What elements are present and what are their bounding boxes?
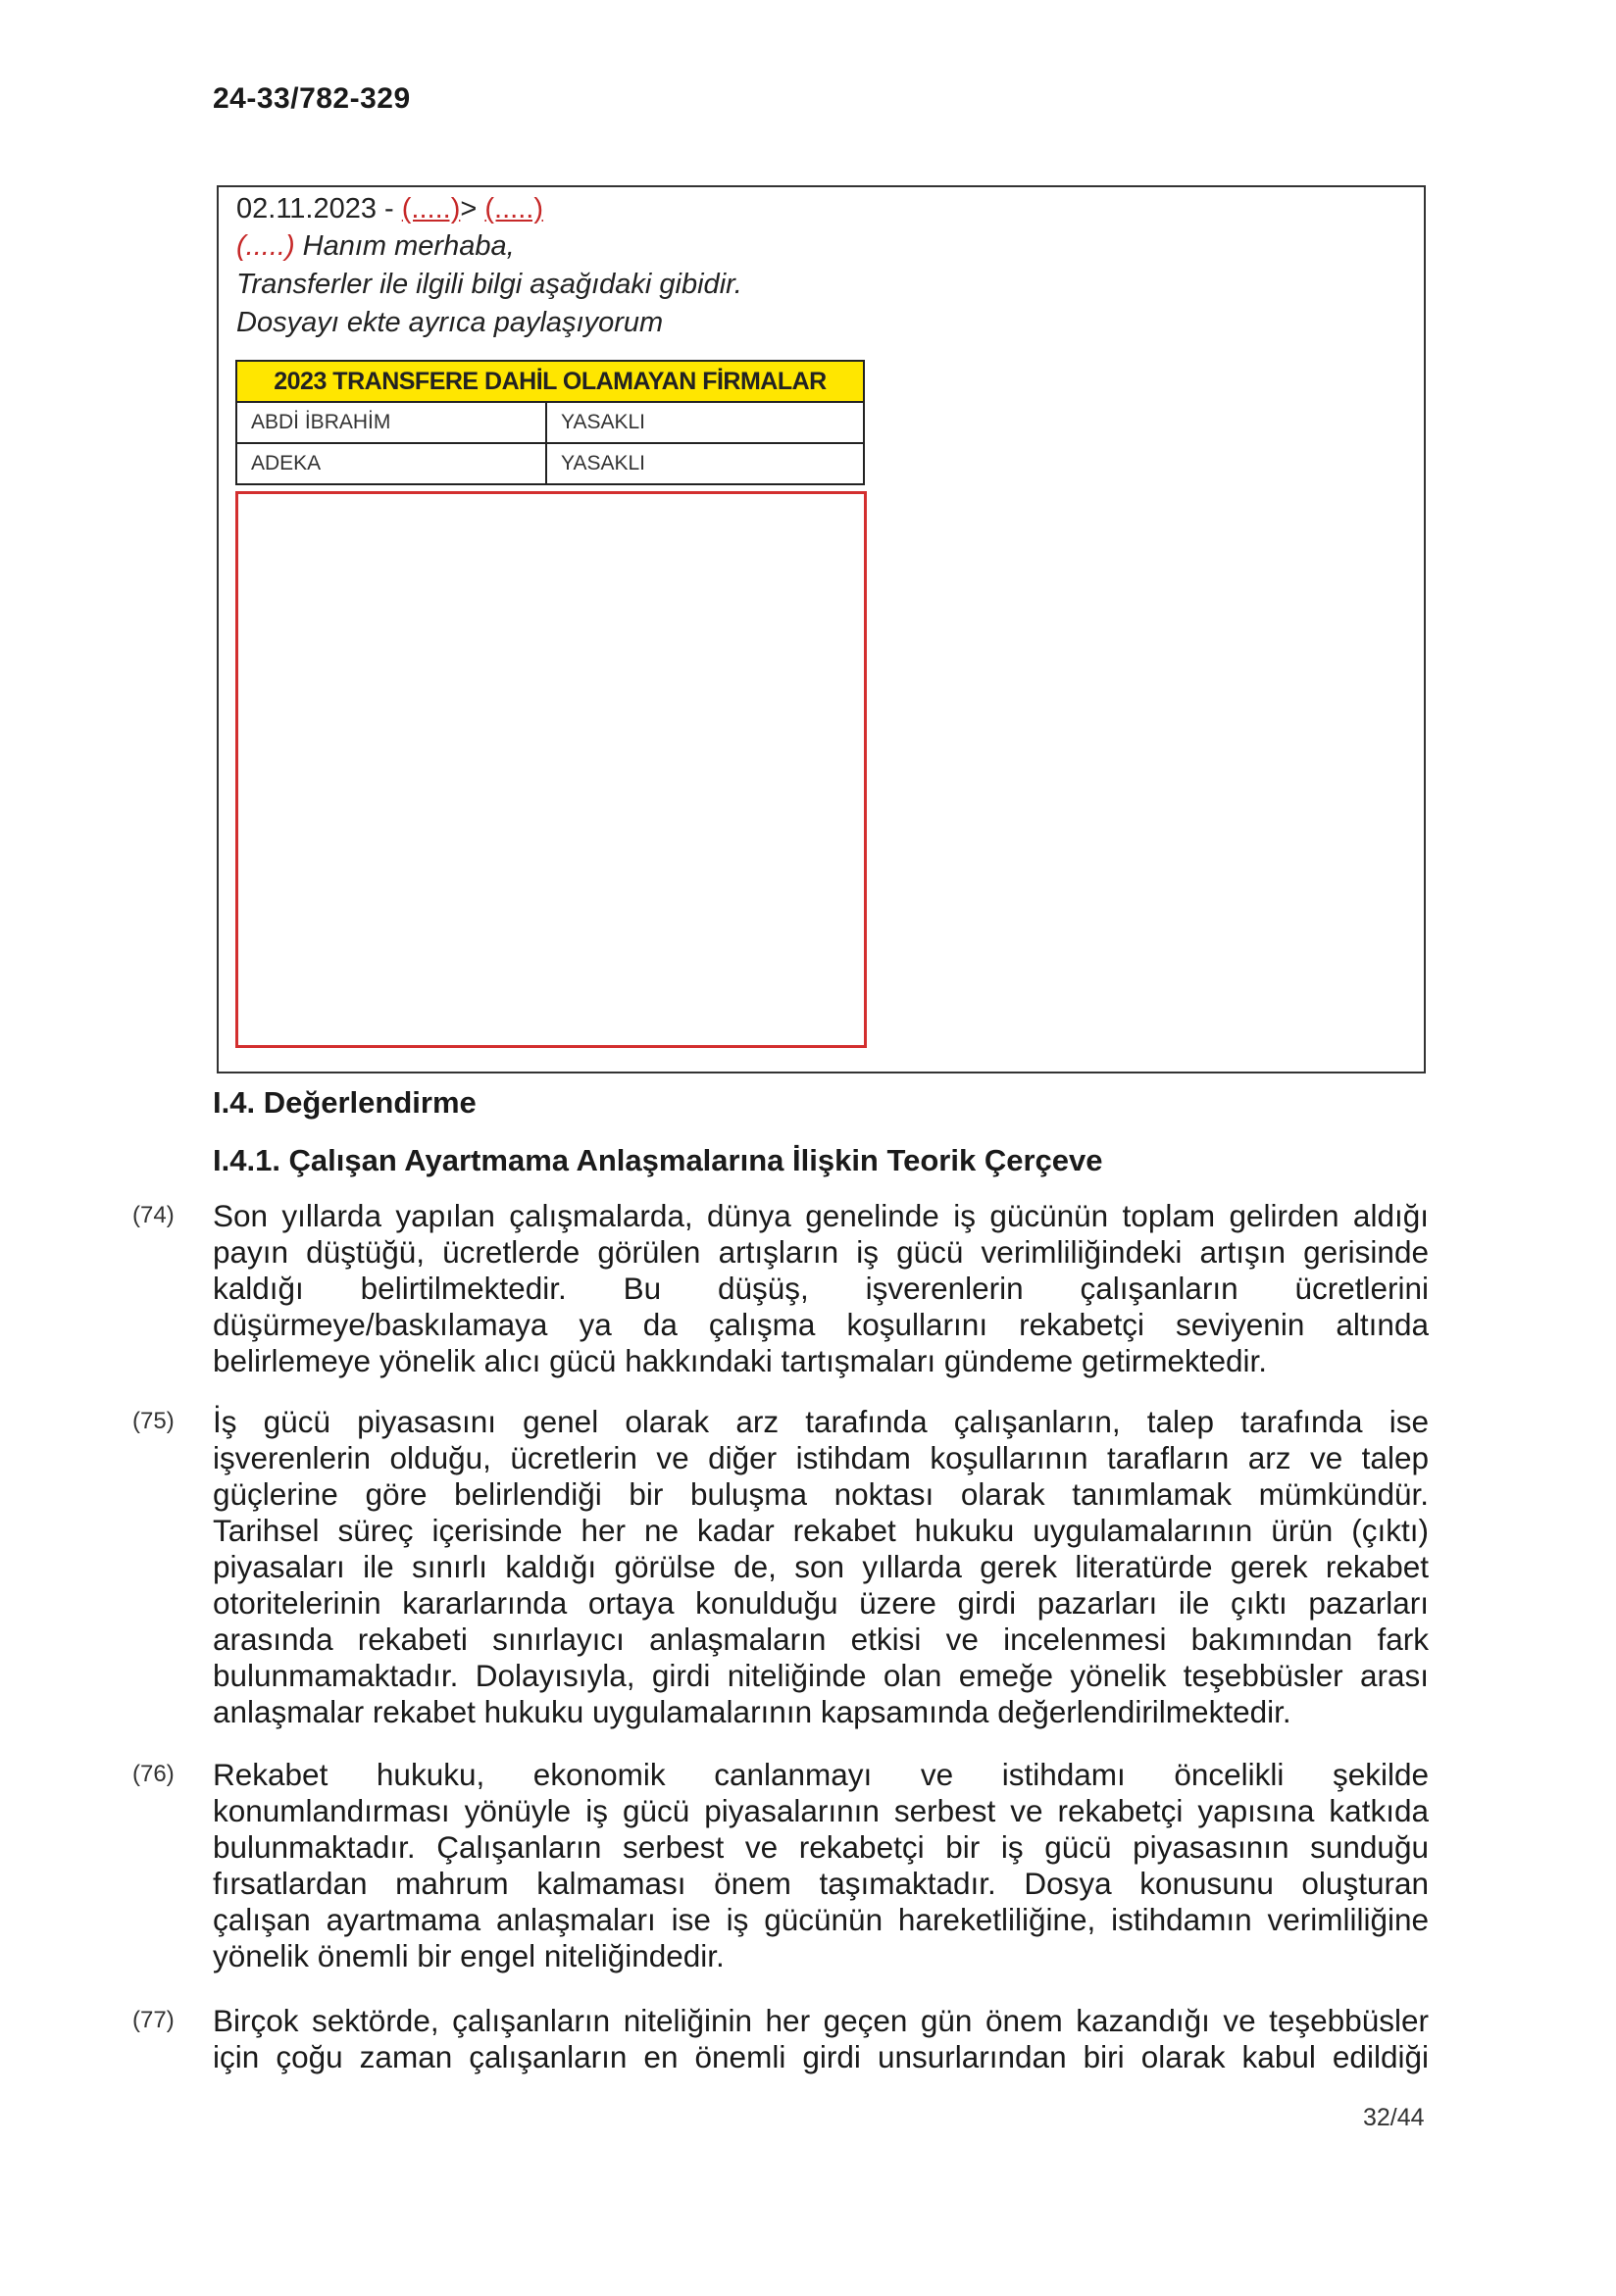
page-number: 32/44 [1363,2104,1425,2131]
paragraph-line: arasında rekabeti sınırlayıcı anlaşmaların etkisi ve incelenmesi bakımından fark [213,1622,1429,1657]
paragraph-line: fırsatlardan mahrum kalmaması önem taşımaktadır. Dosya konusunu oluşturan [213,1866,1429,1901]
document-id: 24-33/782-329 [213,82,411,115]
firm-name-cell: ADEKA [236,443,546,484]
email-header [236,193,543,225]
redacted-recipient: (.....) [484,193,543,225]
email-excerpt-box [217,185,1426,1073]
excluded-firms-table-title: 2023 TRANSFERE DAHİL OLAMAYAN FİRMALAR [236,361,864,402]
redacted-sender: (.....) [401,193,461,225]
table-row [236,443,864,484]
paragraph-number: (77) [132,2007,175,2033]
excluded-firms-table [235,360,865,485]
redacted-name: (.....) [236,230,295,262]
email-arrow: > [460,193,485,225]
status-cell: YASAKLI [546,402,864,443]
paragraph-number: (74) [132,1202,175,1228]
paragraph-74 [132,1198,1429,1379]
paragraph-line: bulunmaktadır. Çalışanların serbest ve rekabetçi bir iş gücü piyasasının sunduğu [213,1829,1429,1865]
redacted-content-box [235,491,867,1048]
paragraph-line: İş gücü piyasasını genel olarak arz tarafında çalışanların, talep tarafında ise [213,1404,1429,1439]
subsection-heading: I.4.1. Çalışan Ayartmama Anlaşmalarına İlişkin Teorik Çerçeve [213,1143,1103,1177]
paragraph-line: konumlandırması yönüyle iş gücü piyasalarının serbest ve rekabetçi yapısına katkıda [213,1793,1429,1828]
paragraph-line: payın düştüğü, ücretlerde görülen artışların iş gücü verimliliğindeki artışın gerisinde [213,1234,1429,1270]
paragraph-line: için çoğu zaman çalışanların en önemli girdi unsurlarından biri olarak kabul edildiği [213,2039,1429,2074]
paragraph-line: çalışan ayartmama anlaşmaları ise iş gücünün hareketliliğine, istihdamın verimliliğine [213,1902,1429,1937]
status-cell: YASAKLI [546,443,864,484]
email-greeting [236,230,515,263]
paragraph-line: düşürmeye/baskılamaya ya da çalışma koşullarını rekabetçi seviyenin altında [213,1307,1429,1342]
greeting-text: Hanım merhaba, [294,230,515,262]
paragraph-line: kaldığı belirtilmektedir. Bu düşüş, işverenlerin çalışanların ücretlerini [213,1271,1429,1306]
paragraph-line: Tarihsel süreç içerisinde her ne kadar rekabet hukuku uygulamalarının ürün (çıktı) [213,1513,1429,1548]
paragraph-number: (75) [132,1408,175,1434]
firm-name-cell: ABDİ İBRAHİM [236,402,546,443]
paragraph-line: Rekabet hukuku, ekonomik canlanmayı ve istihdamı öncelikli şekilde [213,1757,1429,1792]
paragraph-line: Birçok sektörde, çalışanların niteliğinin her geçen gün önem kazandığı ve teşebbüsler [213,2003,1429,2038]
paragraph-line: işverenlerin olduğu, ücretlerin ve diğer istihdam koşullarının tarafların arz ve talep [213,1440,1429,1475]
paragraph-75 [132,1404,1429,1730]
paragraph-line: otoritelerinin kararlarında ortaya konulduğu üzere girdi pazarları ile çıktı pazarları [213,1585,1429,1621]
section-heading: I.4. Değerlendirme [213,1085,477,1120]
paragraph-line: yönelik önemli bir engel niteliğindedir. [213,1938,725,1973]
email-line-3: Dosyayı ekte ayrıca paylaşıyorum [236,307,664,338]
paragraph-77 [132,2003,1429,2075]
email-date: 02.11.2023 - [236,193,402,225]
paragraph-line: belirlemeye yönelik alıcı gücü hakkındaki tartışmaları gündeme getirmektedir. [213,1343,1268,1378]
email-line-2: Transferler ile ilgili bilgi aşağıdaki gibidir. [236,269,742,300]
paragraph-line: bulunmamaktadır. Dolayısıyla, girdi niteliğinde olan emeğe yönelik teşebbüsler arası [213,1658,1429,1693]
paragraph-number: (76) [132,1761,175,1787]
paragraph-line: güçlerine göre belirlendiği bir buluşma noktası olarak tanımlamak mümkündür. [213,1476,1429,1512]
paragraph-line: anlaşmalar rekabet hukuku uygulamalarının kapsamında değerlendirilmektedir. [213,1694,1291,1729]
table-row [236,402,864,443]
paragraph-76 [132,1757,1429,1974]
paragraph-line: piyasaları ile sınırlı kaldığı görülse de, son yıllarda gerek literatürde gerek rekabet [213,1549,1429,1584]
paragraph-line: Son yıllarda yapılan çalışmalarda, dünya genelinde iş gücünün toplam gelirden aldığı [213,1198,1429,1233]
